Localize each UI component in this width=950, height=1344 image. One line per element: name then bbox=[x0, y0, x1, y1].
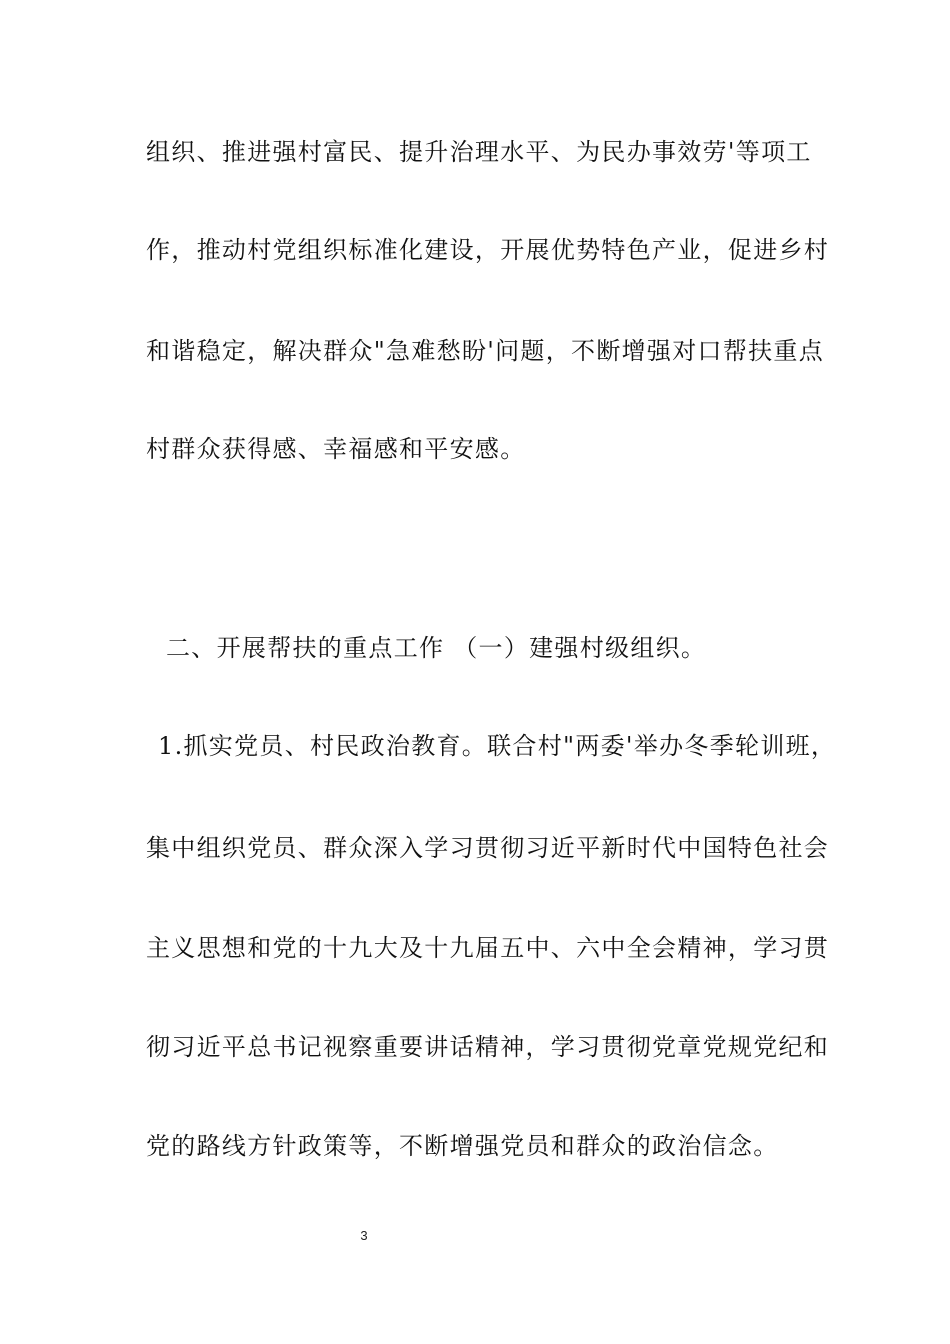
paragraph-1-line-4: 村群众获得感、幸福感和平安感。 bbox=[146, 435, 526, 463]
paragraph-1-line-2: 作，推动村党组织标准化建设，开展优势特色产业，促进乡村 bbox=[146, 236, 830, 264]
paragraph-2-line-3: 主义思想和党的十九大及十九届五中、六中全会精神，学习贯 bbox=[146, 934, 830, 962]
section-heading: 二、开展帮扶的重点工作 （一）建强村级组织。 bbox=[166, 634, 707, 662]
paragraph-1-line-3: 和谐稳定，解决群众"急难愁盼'问题，不断增强对口帮扶重点 bbox=[146, 337, 825, 365]
page-number: 3 bbox=[360, 1228, 368, 1243]
paragraph-2-line-4: 彻习近平总书记视察重要讲话精神，学习贯彻党章党规党纪和 bbox=[146, 1033, 830, 1061]
paragraph-1-line-1: 组织、推进强村富民、提升治理水平、为民办事效劳'等项工 bbox=[146, 138, 812, 166]
paragraph-2-line-1: 1.抓实党员、村民政治教育。联合村"两委'举办冬季轮训班， bbox=[158, 732, 837, 760]
paragraph-2-line-5: 党的路线方针政策等，不断增强党员和群众的政治信念。 bbox=[146, 1132, 779, 1160]
paragraph-2-line-2: 集中组织党员、群众深入学习贯彻习近平新时代中国特色社会 bbox=[146, 834, 830, 862]
